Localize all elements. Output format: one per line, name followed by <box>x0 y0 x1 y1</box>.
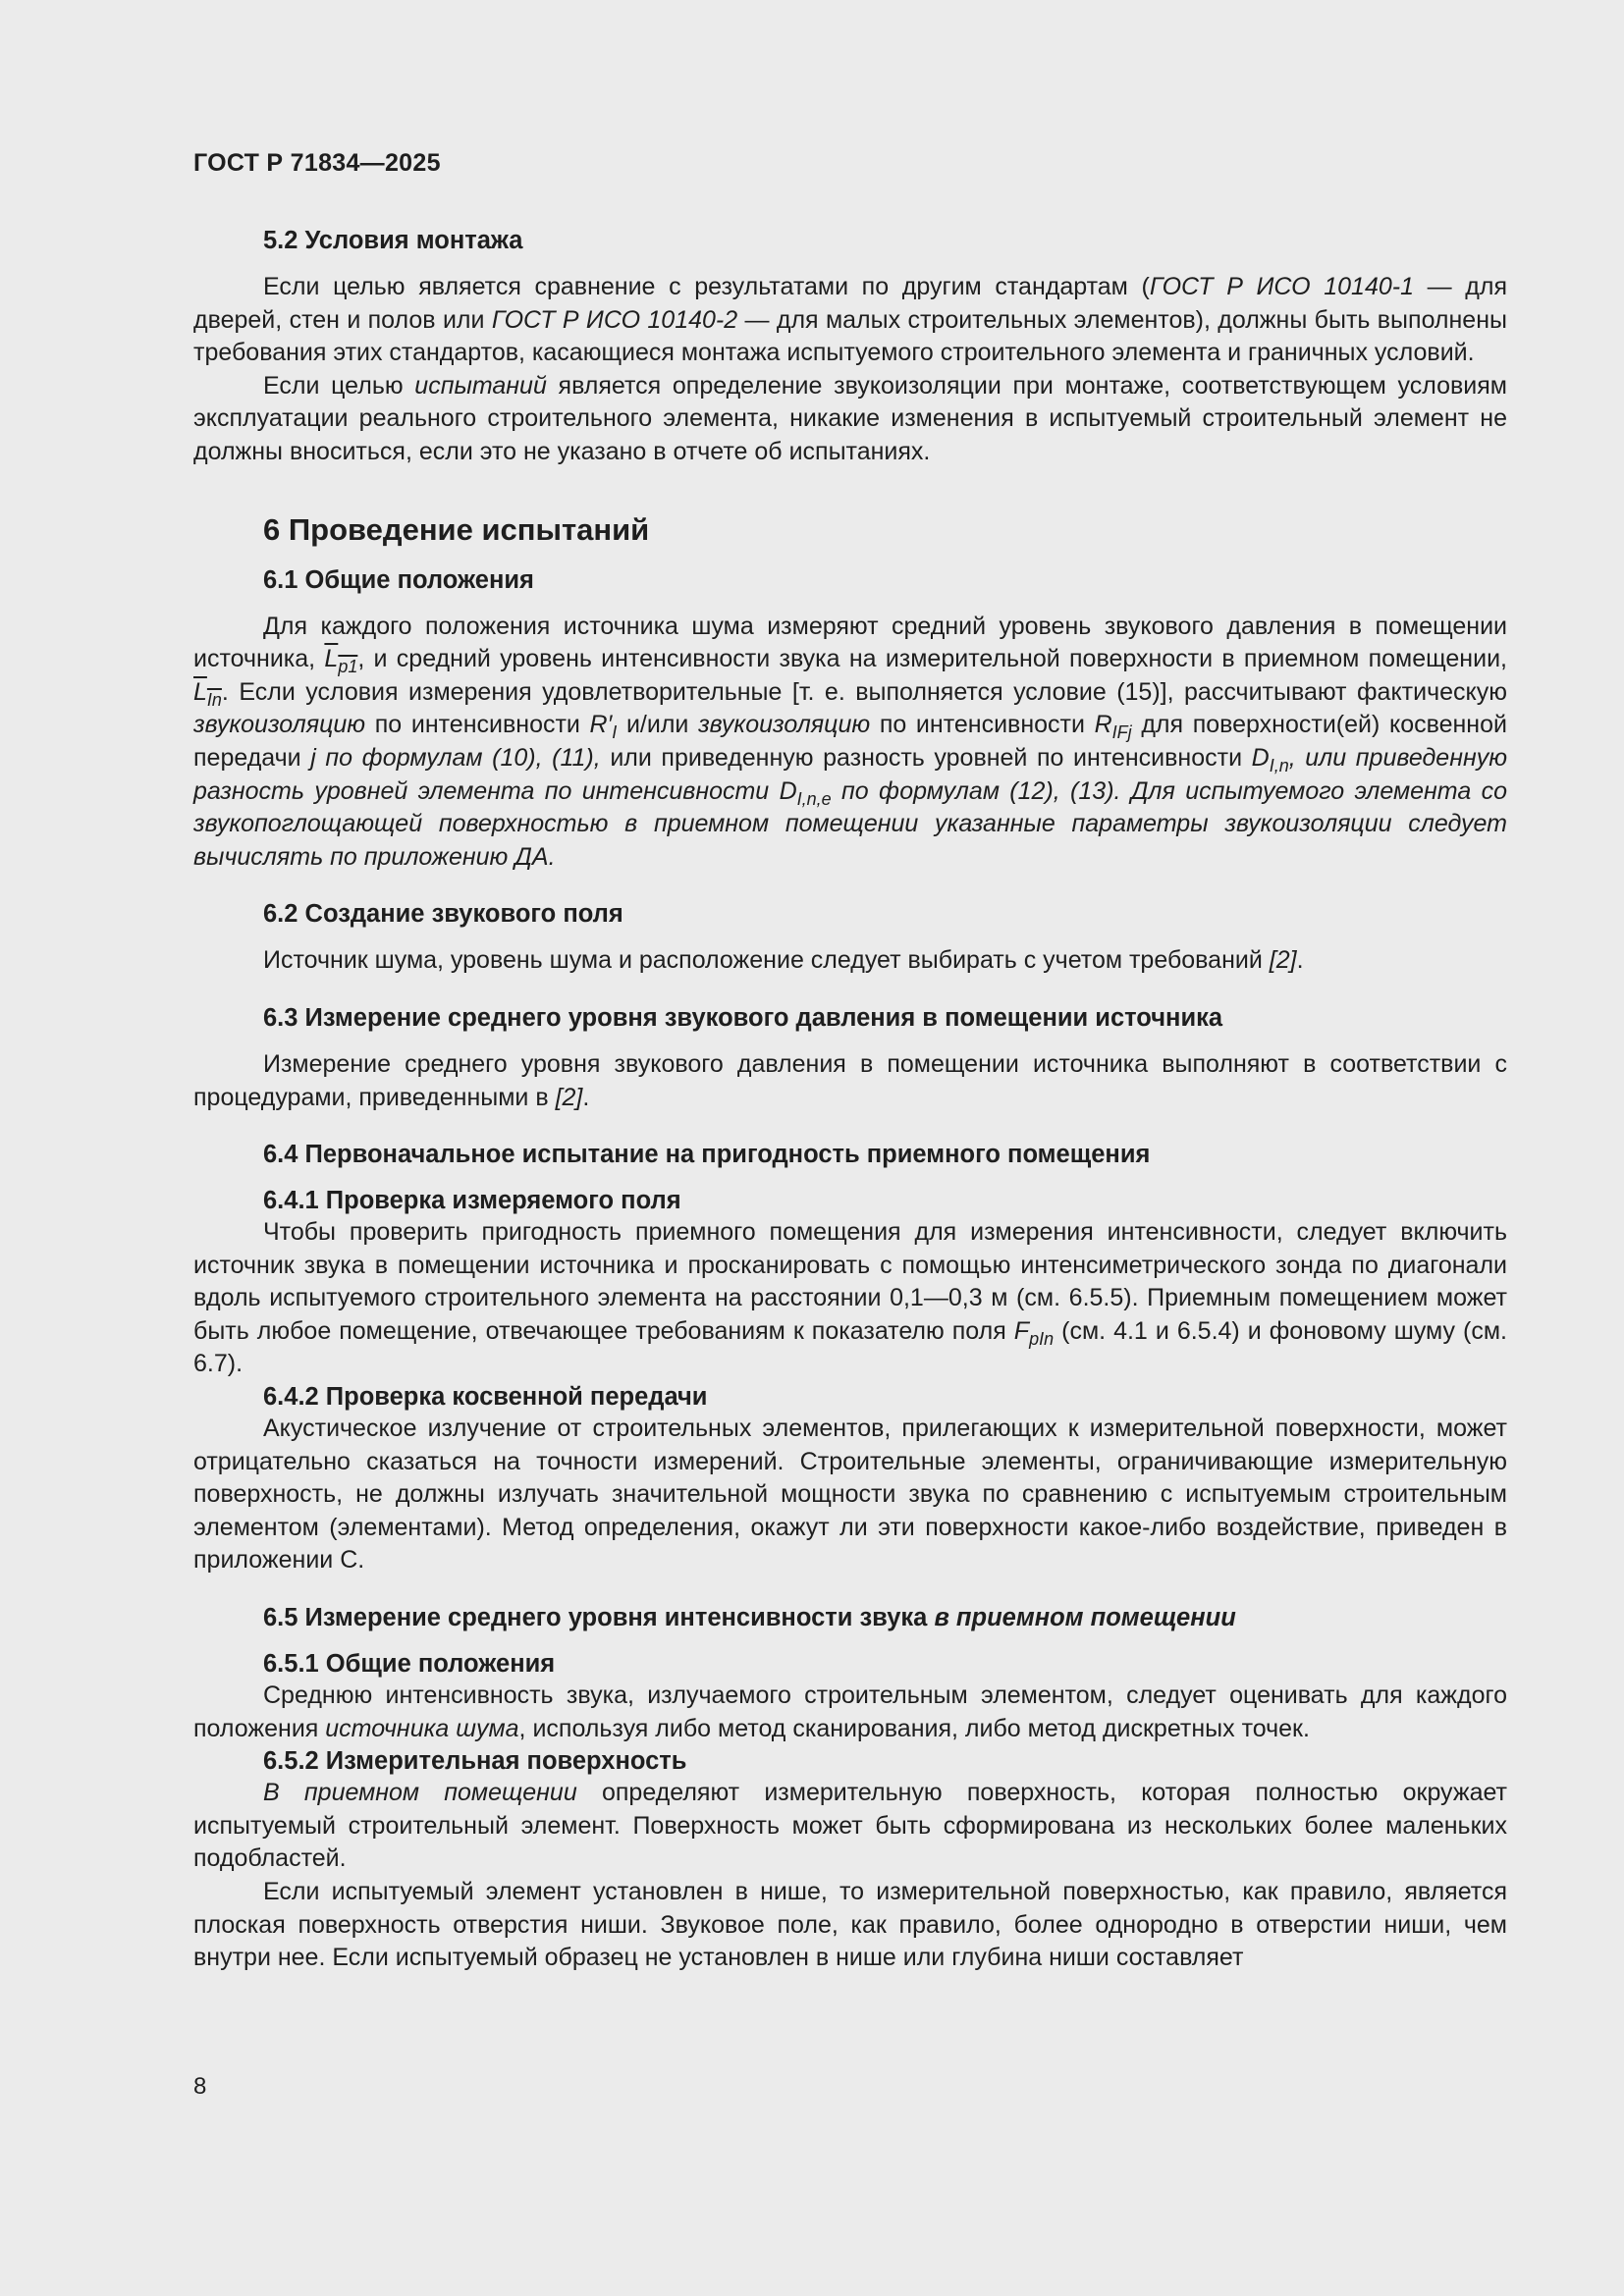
section-6-4-1-title: 6.4.1 Проверка измеряемого поля <box>263 1187 681 1215</box>
symbol-F-pIn: $F_{pIn}$ <box>1013 1316 1055 1349</box>
section-6-5-1-title: 6.5.1 Общие положения <box>263 1650 556 1679</box>
section-6-4-title: 6.4 Первоначальное испытание на пригодность приемного помещения <box>263 1141 1151 1169</box>
reference-gost-10140-2: ГОСТ Р ИСО 10140-2 <box>491 305 738 334</box>
section-6-5-title: 6.5 Измерение среднего уровня интенсивности звука в приемном помещении <box>263 1604 1236 1632</box>
symbol-L-In: $L_{In}$ <box>193 677 222 710</box>
section-6-4-1-paragraph: Чтобы проверить пригодность приемного помещения для измерения интенсивности, следует включить источник звука в помещении источника и просканировать с помощью интенсиметрического зонда по диагонали вдоль испытуемого строительного элемента на расстоянии 0,1—0,3 м (см. 6.5.5). Приемным помещением может быть любое помещение, отвечающее требованиям к показателю поля $F_{pIn}$ (см. 4.1 и 6.5.4) и фоновому шуму (см. 6.7). <box>193 1218 1507 1378</box>
section-6-4-2-title: 6.4.2 Проверка косвенной передачи <box>263 1383 708 1412</box>
symbol-R-IFj: $R_{IFj}$ <box>1094 711 1132 743</box>
section-6-title: 6 Проведение испытаний <box>263 511 650 547</box>
section-6-5-1-paragraph: Среднюю интенсивность звука, излучаемого строительным элементом, следует оценивать для каждого положения источника шума, используя либо метод сканирования, либо метод дискретных точек. <box>193 1682 1507 1742</box>
symbol-R-prime-I: $R'_I$ <box>589 711 618 743</box>
section-6-3-title: 6.3 Измерение среднего уровня звукового давления в помещении источника <box>263 1003 1223 1032</box>
document-code-header: ГОСТ Р 71834—2025 <box>193 149 441 177</box>
section-5-2-paragraph-1: Если целью является сравнение с результатами по другим стандартам (ГОСТ Р ИСО 10140-1 — для дверей, стен и полов или ГОСТ Р ИСО 10140-2 — для малых строительных элементов), должны быть выполнены требования этих стандартов, касающиеся монтажа испытуемого строительного элемента и граничных условий. <box>193 273 1507 367</box>
page-number: 8 <box>193 2073 207 2100</box>
section-6-2-title: 6.2 Создание звукового поля <box>263 900 623 929</box>
section-6-5-2-paragraph-2: Если испытуемый элемент установлен в нише, то измерительной поверхностью, как правило, является плоская поверхность отверстия ниши. Звуковое поле, как правило, более однородно в отверстии ниши, чем внутри нее. Если испытуемый образец не установлен в нише или глубина ниши составляет <box>193 1878 1507 1972</box>
section-5-2-paragraph-2: Если целью испытаний является определение звукоизоляции при монтаже, соответствующем условиям эксплуатации реального строительного элемента, никакие изменения в испытуемый строительный элемент не должны вноситься, если это не указано в отчете об испытаниях. <box>193 371 1507 465</box>
section-6-3-paragraph: Измерение среднего уровня звукового давления в помещении источника выполняют в соответствии с процедурами, приведенными в [2]. <box>193 1049 1507 1111</box>
section-6-1-paragraph: Для каждого положения источника шума измеряют средний уровень звукового давления в помещении источника, $L_{p1}$, и средний уровень интенсивности звука на измерительной поверхности в приемном помещении, $L_{In}$. Если условия измерения удовлетворительные [т. е. выполняется условие (15)], рассчитывают фактическую звукоизоляцию по интенсивности $R'_I$ и/или звукоизоляцию по интенсивности $R_{IFj}$ для поверхности(ей) косвенной передачи j по формулам (10), (11), или приведенную разность уровней по интенсивности $D_{I,n}$, или приведенную разность уровней элемента по интенсивности $D_{I,n,e}$ по формулам (12), (13). Для испытуемого элемента со звукопоглощающей поверхностью в приемном помещении указанные параметры звукоизоляции следует вычислять по приложению ДА. <box>193 612 1508 871</box>
symbol-D-In: $D_{I,n}$ <box>1251 743 1289 775</box>
section-6-5-2-paragraph-1: В приемном помещении определяют измерительную поверхность, которая полностью окружает испытуемый строительный элемент. Поверхность может быть сформирована из нескольких более маленьких подобластей. <box>193 1779 1507 1873</box>
section-5-2-title: 5.2 Условия монтажа <box>263 227 523 254</box>
reference-gost-10140-1: ГОСТ Р ИСО 10140-1 <box>1149 273 1414 300</box>
section-6-4-2-paragraph: Акустическое излучение от строительных элементов, прилегающих к измерительной поверхности, может отрицательно сказаться на точности измерений. Строительные элементы, ограничивающие измерительную поверхность, не должны излучать значительной мощности звука по сравнению с испытуемым строительным элементом (элементами). Метод определения, окажут ли эти поверхности какое-либо воздействие, приведен в приложении С. <box>193 1415 1507 1575</box>
symbol-L-p1: $L_{p1}$ <box>324 645 358 677</box>
section-6-2-paragraph: Источник шума, уровень шума и расположение следует выбирать с учетом требований [2]. <box>263 946 1304 975</box>
section-6-5-2-title: 6.5.2 Измерительная поверхность <box>263 1747 687 1776</box>
page-content <box>193 224 1507 1975</box>
section-6-1-title: 6.1 Общие положения <box>263 565 534 594</box>
symbol-D-Ine: $D_{I,n,e}$ <box>779 776 832 809</box>
